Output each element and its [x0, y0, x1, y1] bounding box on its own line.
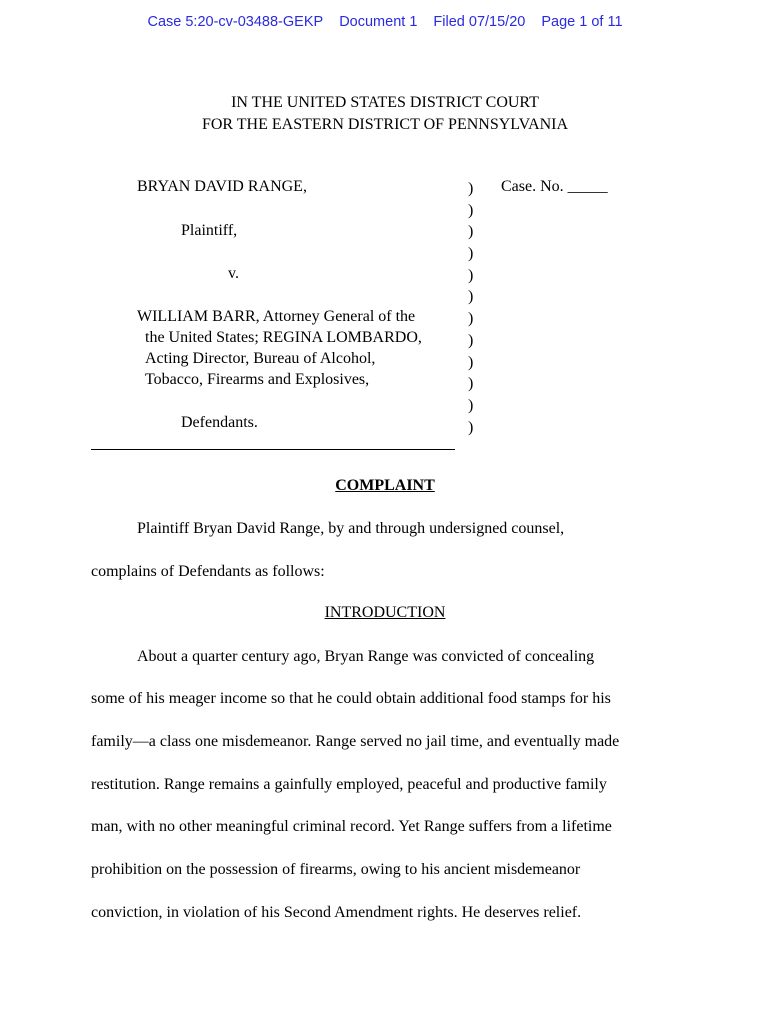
- body-line: family—a class one misdemeanor. Range served no jail time, and eventually made: [91, 733, 620, 750]
- defendant-line: WILLIAM BARR, Attorney General of the: [137, 308, 416, 325]
- document-number: Document 1: [339, 14, 418, 30]
- defendant-line: the United States; REGINA LOMBARDO,: [145, 329, 422, 346]
- body-line: some of his meager income so that he could obtain additional food stamps for his: [91, 690, 611, 707]
- filing-header: [0, 14, 770, 30]
- paren: ): [468, 418, 474, 436]
- body-line: About a quarter century ago, Bryan Range was convicted of concealing: [137, 648, 595, 665]
- plaintiff-name: BRYAN DAVID RANGE,: [137, 178, 307, 195]
- versus: v.: [228, 265, 239, 282]
- caption-underline: [91, 449, 455, 450]
- court-heading: [0, 92, 770, 136]
- paren: ): [468, 396, 474, 414]
- paren: ): [468, 353, 474, 371]
- paren: ): [468, 266, 474, 284]
- court-line-2: FOR THE EASTERN DISTRICT OF PENNSYLVANIA: [201, 116, 569, 133]
- body-line: conviction, in violation of his Second Amendment rights. He deserves relief.: [91, 904, 582, 921]
- paren: ): [468, 180, 474, 197]
- caption-parentheses: [468, 178, 473, 438]
- paren: ): [468, 331, 474, 349]
- paren: ): [468, 310, 474, 328]
- intro-line: complains of Defendants as follows:: [91, 563, 325, 580]
- case-number: Case 5:20-cv-03488-GEKP: [147, 14, 324, 30]
- section-heading: INTRODUCTION: [324, 604, 446, 621]
- filed-date: Filed 07/15/20: [433, 14, 526, 30]
- paren: ): [468, 288, 474, 306]
- paren: ): [468, 223, 474, 241]
- defendants-role: Defendants.: [181, 414, 258, 431]
- defendant-line: Tobacco, Firearms and Explosives,: [145, 371, 370, 388]
- court-line-1: IN THE UNITED STATES DISTRICT COURT: [231, 94, 539, 111]
- body-line: man, with no other meaningful criminal record. Yet Range suffers from a lifetime: [91, 818, 612, 835]
- document-title: COMPLAINT: [335, 477, 435, 494]
- intro-line: Plaintiff Bryan David Range, by and through undersigned counsel,: [137, 520, 565, 537]
- paren: ): [468, 245, 474, 263]
- case-no-field: Case. No. _____: [501, 178, 608, 195]
- paren: ): [468, 201, 474, 219]
- body-line: prohibition on the possession of firearms, owing to his ancient misdemeanor: [91, 861, 581, 878]
- defendant-line: Acting Director, Bureau of Alcohol,: [145, 350, 376, 367]
- page-number: Page 1 of 11: [541, 14, 623, 30]
- plaintiff-role: Plaintiff,: [181, 222, 238, 239]
- paren: ): [468, 375, 474, 393]
- body-line: restitution. Range remains a gainfully employed, peaceful and productive family: [91, 776, 607, 793]
